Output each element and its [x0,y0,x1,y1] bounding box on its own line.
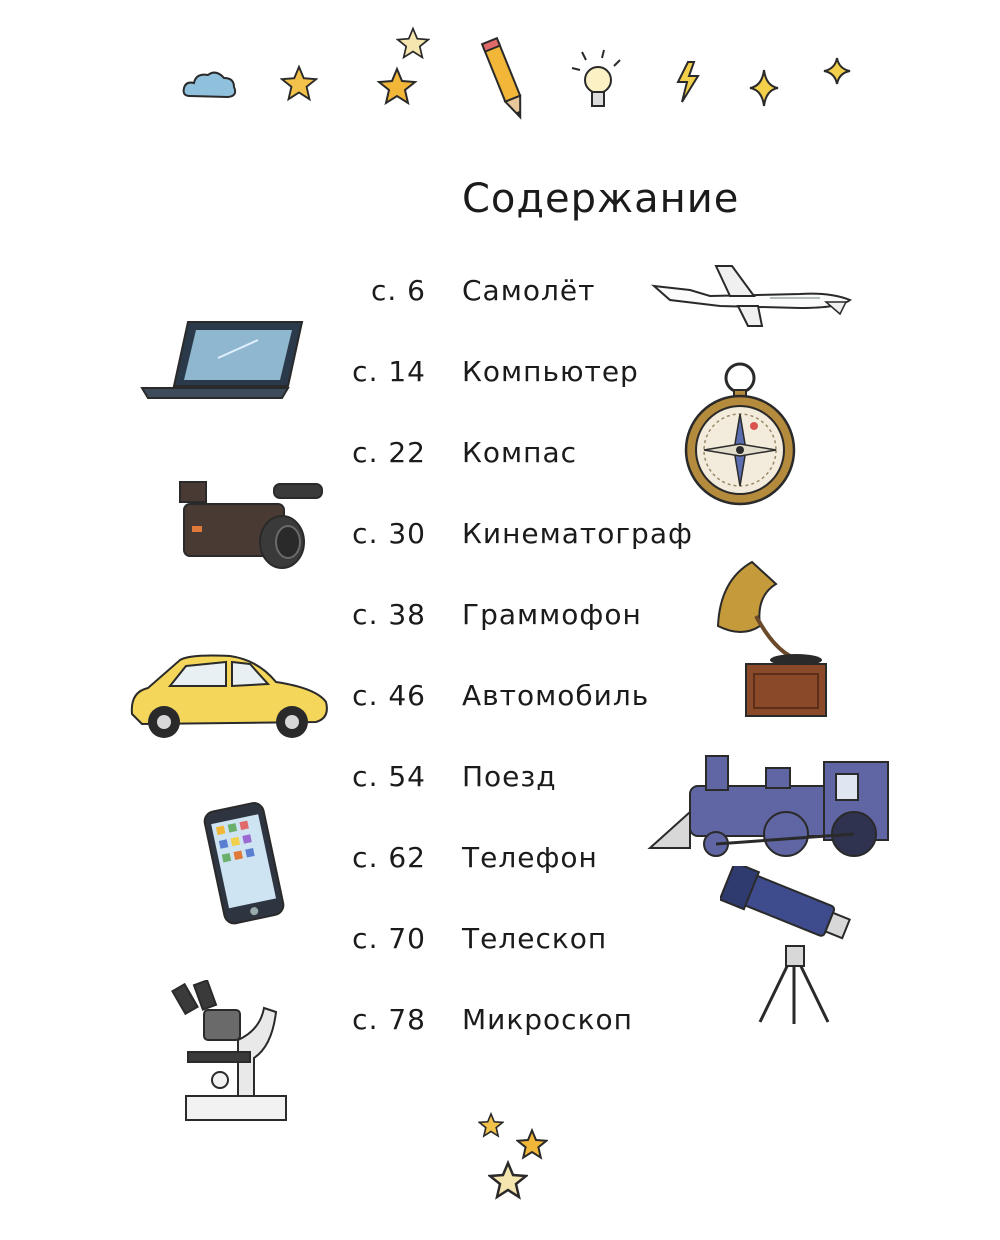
steam-locomotive-icon [646,752,892,858]
toc-chapter-title: Автомобиль [462,679,650,712]
airplane-icon [650,260,860,330]
toc-chapter-title: Компас [462,436,577,469]
toc-row[interactable] [0,517,1000,557]
toc-chapter-title: Граммофон [462,598,642,631]
star-icon [488,1160,528,1200]
toc-page-number: с. 6 [370,274,426,307]
toc-page-number: с. 70 [352,922,426,955]
star-icon [280,64,318,102]
star-icon [516,1128,548,1160]
compass-icon [680,358,800,508]
toc-page-number: с. 46 [352,679,426,712]
toc-chapter-title: Поезд [462,760,557,793]
toc-row[interactable] [0,598,1000,638]
pencil-icon [478,36,534,128]
toc-page-number: с. 38 [352,598,426,631]
toc-page-number: с. 22 [352,436,426,469]
toc-chapter-title: Телефон [462,841,598,874]
toc-page-number: с. 30 [352,517,426,550]
laptop-icon [138,318,306,404]
toc-chapter-title: Самолёт [462,274,596,307]
video-camera-icon [174,476,326,580]
sparkle-icon [748,68,780,108]
lightning-bolt-icon [672,60,704,104]
star-icon [376,66,418,106]
toc-page-number: с. 78 [352,1003,426,1036]
smartphone-icon [200,800,290,926]
page-title: Содержание [462,176,740,222]
light-bulb-icon [564,44,630,118]
toc-chapter-title: Телескоп [462,922,608,955]
cloud-icon [180,66,240,106]
star-icon [478,1112,504,1138]
toc-page-number: с. 62 [352,841,426,874]
toc-chapter-title: Микроскоп [462,1003,633,1036]
microscope-icon [168,980,292,1128]
telescope-icon [720,866,870,1028]
toc-chapter-title: Компьютер [462,355,639,388]
car-icon [126,652,332,744]
toc-page-number: с. 14 [352,355,426,388]
star-icon [396,26,430,60]
toc-chapter-title: Кинематограф [462,517,693,550]
sparkle-icon [822,56,852,86]
toc-row[interactable] [0,436,1000,476]
toc-page-number: с. 54 [352,760,426,793]
gramophone-icon [712,556,832,722]
